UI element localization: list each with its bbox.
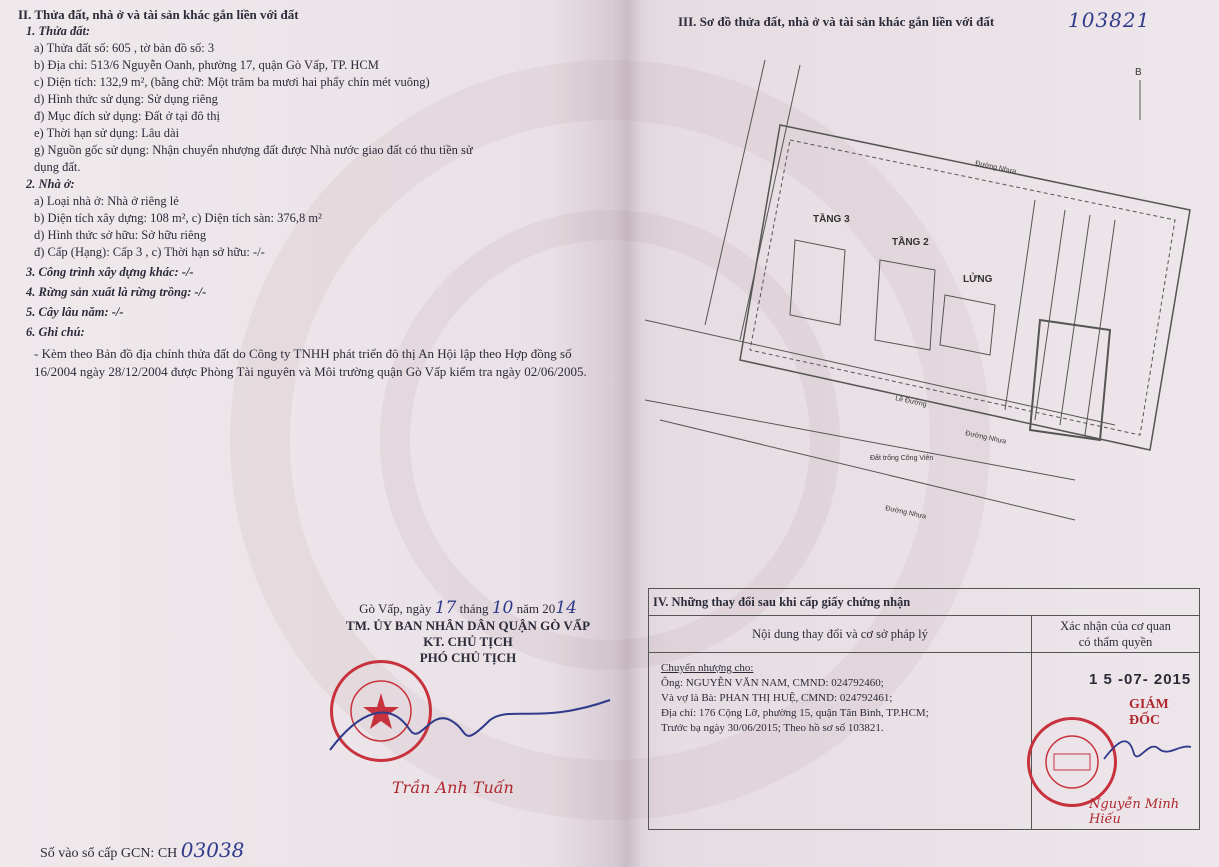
- house-line: đ) Cấp (Hạng): Cấp 3 , c) Thời hạn sở hữu: -/-: [34, 245, 265, 259]
- land-line: b) Địa chỉ: 513/6 Nguyễn Oanh, phường 17, quận Gò Vấp, TP. HCM: [34, 58, 379, 72]
- floor-label-lung: LỬNG: [963, 274, 993, 285]
- place-date-prefix: Gò Vấp, ngày: [359, 601, 432, 616]
- change-line: Ông: NGUYỄN VĂN NAM, CMND: 024792460;: [661, 677, 884, 689]
- gcn-value: 03038: [180, 838, 245, 862]
- left-page-content: [18, 6, 608, 381]
- change-line: Chuyển nhượng cho:: [661, 662, 754, 674]
- land-line: g) Nguồn gốc sử dụng: Nhận chuyển nhượng đất được Nhà nước giao đất có thu tiền sử: [34, 143, 473, 157]
- plot-map: [645, 40, 1205, 560]
- month-value: 10: [491, 598, 514, 618]
- serial-number: 103821: [1068, 8, 1151, 32]
- street-label: Đường Nhựa: [964, 430, 1007, 446]
- item-5: 5. Cây lâu năm: -/-: [26, 305, 124, 319]
- curb-label: Lề Đường: [894, 395, 928, 409]
- confirm-date: 1 5 -07- 2015: [1089, 671, 1192, 688]
- changes-col1-header: Nội dung thay đổi và cơ sở pháp lý: [649, 616, 1032, 652]
- changes-content: [661, 661, 1029, 736]
- change-line: Và vợ là Bà: PHAN THỊ HUỆ, CMND: 024792461;: [661, 692, 893, 704]
- place-date: [318, 598, 618, 618]
- street-label: Đường Nhựa: [974, 160, 1017, 176]
- year-value: 14: [555, 598, 577, 618]
- director-name: Nguyễn Minh Hiếu: [1089, 797, 1180, 827]
- section-iii-title: III. Sơ đồ thửa đất, nhà ở và tài sản khác gắn liền với đất: [678, 14, 995, 29]
- changes-table: [648, 588, 1200, 830]
- changes-title: IV. Những thay đổi sau khi cấp giấy chứng nhận: [649, 589, 1199, 616]
- role-title: PHÓ CHỦ TỊCH: [419, 650, 517, 665]
- park-label: Đất trống Công Viên: [870, 455, 934, 462]
- director-title: GIÁM ĐỐC: [1129, 697, 1169, 728]
- land-line: a) Thửa đất số: 605 , tờ bản đồ số: 3: [34, 41, 215, 55]
- house-line: d) Hình thức sở hữu: Sở hữu riêng: [34, 228, 207, 242]
- item-3: 3. Công trình xây dựng khác: -/-: [26, 265, 194, 279]
- house-line: b) Diện tích xây dựng: 108 m², c) Diện tích sàn: 376,8 m²: [34, 211, 322, 225]
- gcn-label: Số vào sổ cấp GCN: CH: [40, 846, 178, 861]
- land-title: 1. Thửa đất:: [26, 24, 91, 38]
- col2-header-line: có thẩm quyền: [1078, 635, 1153, 649]
- land-line: đ) Mục đích sử dụng: Đất ở tại đô thị: [34, 109, 220, 123]
- gcn-number: [40, 838, 244, 862]
- street-label: Đường Nhựa: [884, 505, 927, 521]
- section-ii-title: II. Thửa đất, nhà ở và tài sản khác gắn liền với đất: [18, 7, 299, 22]
- signer-name: Trần Anh Tuấn: [392, 778, 514, 797]
- house-line: a) Loại nhà ở: Nhà ở riêng lẻ: [34, 194, 179, 208]
- land-line: c) Diện tích: 132,9 m², (bằng chữ: Một trăm ba mươi hai phẩy chín mét vuông): [34, 75, 430, 89]
- floor-label-3: TẦNG 3: [813, 214, 850, 225]
- item-6: 6. Ghi chú:: [26, 325, 85, 339]
- col2-header-line: Xác nhận của cơ quan: [1060, 619, 1171, 633]
- director-signature-icon: [1099, 729, 1194, 769]
- day-value: 17: [434, 598, 457, 618]
- change-line: Địa chỉ: 176 Cộng Lỡ, phường 15, quận Tân Bình, TP.HCM;: [661, 707, 929, 719]
- floor-label-2: TẦNG 2: [892, 237, 929, 248]
- note-text: - Kèm theo Bản đồ địa chính thửa đất do Công ty TNHH phát triển đô thị An Hội lập theo Hợp đồng số 16/2004 ngày 28/12/2004 được Phòng Tài nguyên và Môi trường quận Gò Vấp kiểm tra ngày 02/06/2005.: [34, 346, 587, 379]
- land-line: dụng đất.: [34, 160, 81, 174]
- org-name: TM. ỦY BAN NHÂN DÂN QUẬN GÒ VẤP: [345, 618, 591, 633]
- changes-header: [649, 616, 1199, 653]
- changes-col2-header: [1032, 618, 1199, 650]
- signature-block: [318, 598, 618, 666]
- north-label: B: [1135, 67, 1142, 78]
- house-title: 2. Nhà ở:: [26, 177, 75, 191]
- land-line: e) Thời hạn sử dụng: Lâu dài: [34, 126, 180, 140]
- month-label: tháng: [459, 601, 489, 616]
- kt-title: KT. CHỦ TỊCH: [423, 634, 513, 649]
- signature-scribble-icon: [320, 690, 620, 770]
- item-4: 4. Rừng sản xuất là rừng trồng: -/-: [26, 285, 207, 299]
- change-line: Trước bạ ngày 30/06/2015; Theo hồ sơ số 103821.: [661, 722, 884, 734]
- year-label: năm 20: [516, 601, 556, 616]
- land-line: d) Hình thức sử dụng: Sử dụng riêng: [34, 92, 218, 106]
